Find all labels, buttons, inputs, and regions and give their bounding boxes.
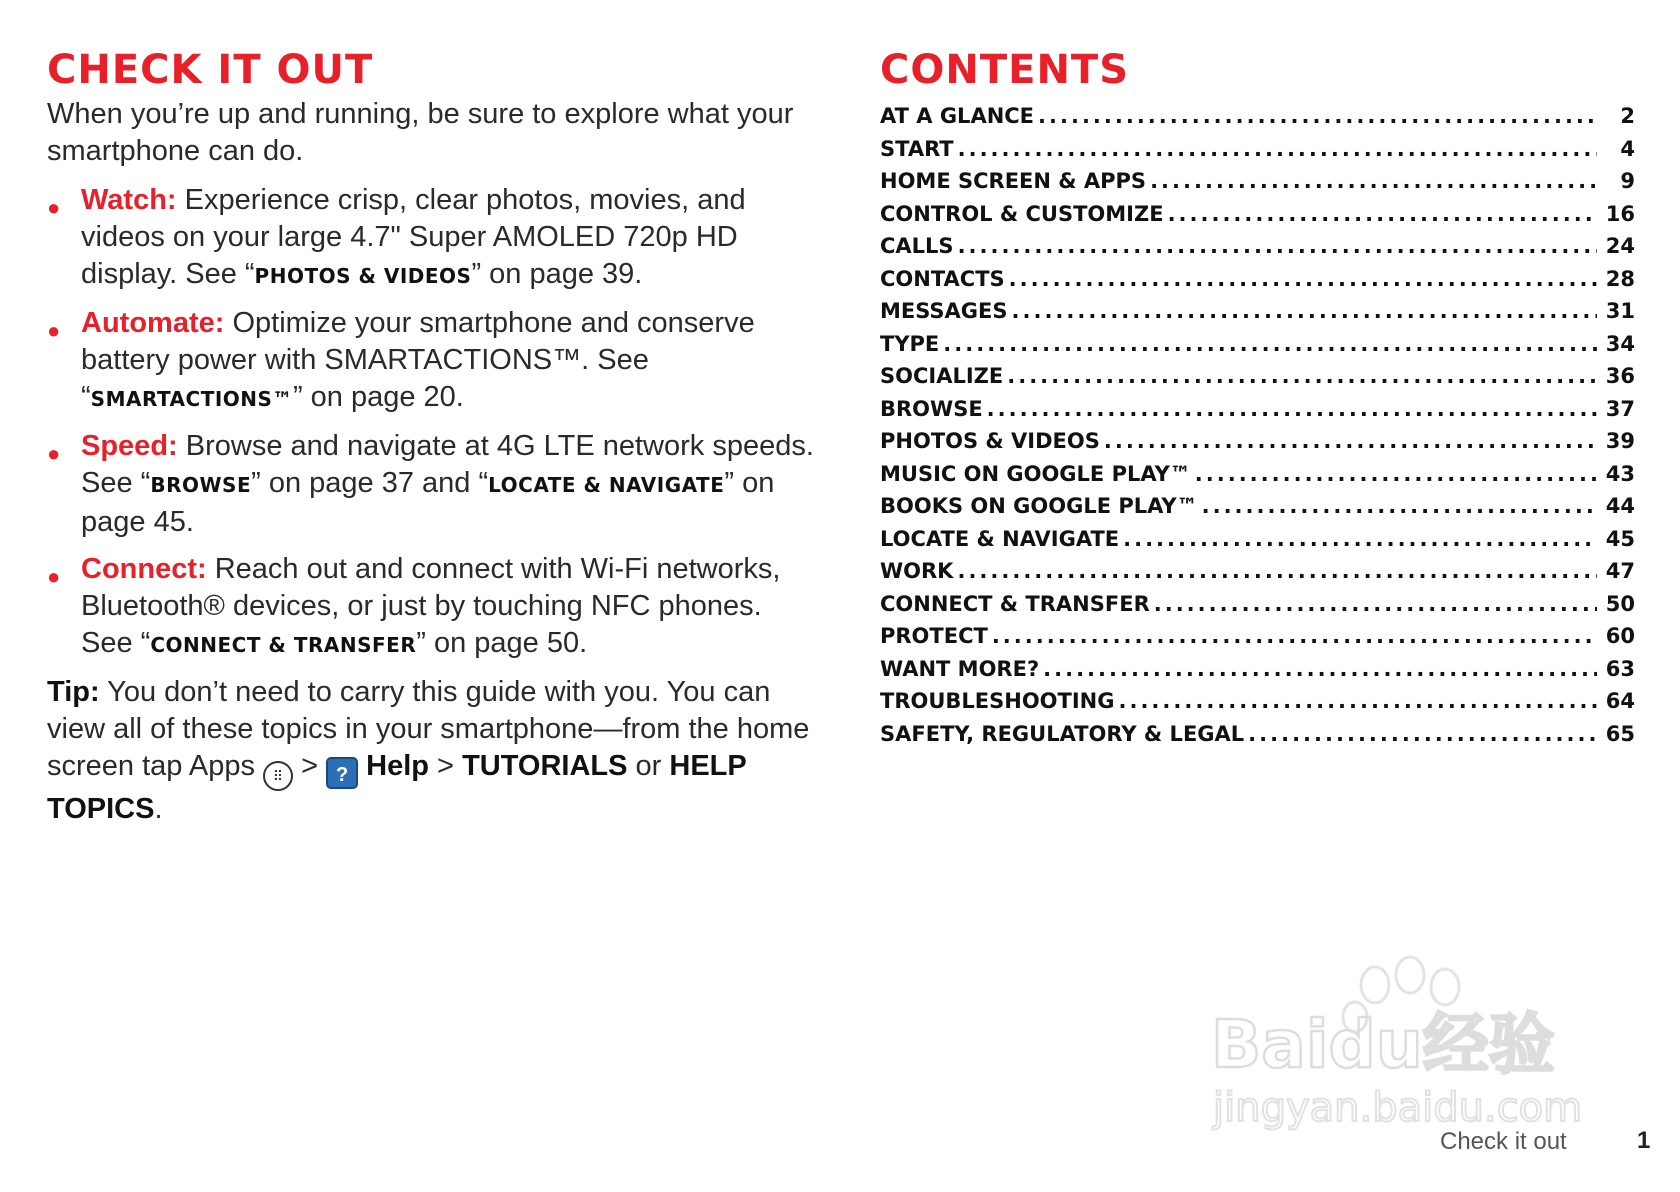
bullet-icon: ● xyxy=(47,318,61,343)
toc-page: 31 xyxy=(1605,299,1635,323)
toc-leader xyxy=(1043,657,1597,681)
toc-title: WORK xyxy=(880,559,954,583)
toc-entry[interactable] xyxy=(880,364,1635,397)
toc-entry[interactable] xyxy=(880,559,1635,592)
bullet-icon: ● xyxy=(47,195,61,220)
page-reference: SMARTACTIONS™ xyxy=(90,387,293,411)
feature-list xyxy=(47,182,817,664)
toc-entry[interactable] xyxy=(880,299,1635,332)
table-of-contents xyxy=(880,104,1635,754)
toc-title: CONTACTS xyxy=(880,266,1005,291)
feature-text: Optimize your smartphone and conserve battery power with SMARTACTIONS™. See “ xyxy=(81,307,755,413)
toc-leader xyxy=(987,397,1597,421)
toc-title: SOCIALIZE xyxy=(880,364,1004,388)
help-topics-label: HELP TOPICS xyxy=(47,750,747,825)
toc-entry[interactable] xyxy=(880,397,1635,430)
toc-page: 37 xyxy=(1605,396,1635,421)
feature-text: ” on page 37 and “ xyxy=(251,467,489,499)
check-it-out-section xyxy=(47,46,817,828)
toc-page: 45 xyxy=(1605,526,1635,551)
feature-text: Reach out and connect with Wi-Fi networks, Bluetooth® devices, or just by touching NFC phones. See “ xyxy=(81,553,781,659)
toc-entry[interactable] xyxy=(880,234,1635,267)
help-question-icon: ? xyxy=(326,757,358,789)
toc-leader xyxy=(1154,592,1597,616)
watermark-url: jingyan.baidu.com xyxy=(1213,1085,1583,1131)
toc-title: START xyxy=(880,136,954,161)
feature-item-watch xyxy=(47,182,817,295)
toc-entry[interactable] xyxy=(880,624,1635,657)
toc-page: 43 xyxy=(1605,461,1635,486)
page-reference: CONNECT & TRANSFER xyxy=(150,633,417,657)
toc-page: 28 xyxy=(1605,266,1635,291)
watermark-brand: Baidu经验 xyxy=(1211,1006,1555,1083)
toc-title: PROTECT xyxy=(880,624,988,648)
toc-leader xyxy=(1104,429,1597,453)
bullet-icon: ● xyxy=(47,564,61,589)
toc-title: MESSAGES xyxy=(880,299,1008,323)
contents-section xyxy=(880,46,1635,754)
intro-text: When you’re up and running, be sure to explore what your smartphone can do. xyxy=(47,98,794,167)
feature-text: ” on page 50. xyxy=(416,627,588,659)
tip-text: You don’t need to carry this guide with you. You can view all of these topics in your smartphone—from the home screen tap Apps xyxy=(47,676,810,782)
toc-leader xyxy=(1007,364,1597,388)
toc-page: 63 xyxy=(1605,656,1635,681)
toc-entry[interactable] xyxy=(880,657,1635,690)
feature-item-connect xyxy=(47,551,817,664)
help-label: Help xyxy=(366,750,429,782)
feature-term: Connect: xyxy=(81,553,207,585)
baidu-jingyan-watermark-icon xyxy=(1205,955,1595,1135)
toc-entry[interactable] xyxy=(880,202,1635,235)
toc-leader xyxy=(1195,462,1597,486)
toc-leader xyxy=(1202,494,1597,518)
toc-title: BROWSE xyxy=(880,396,983,421)
bullet-icon: ● xyxy=(47,441,61,466)
toc-title: HOME SCREEN & APPS xyxy=(880,169,1147,193)
toc-leader xyxy=(1038,104,1597,128)
tutorials-label: TUTORIALS xyxy=(462,750,628,782)
separator: > xyxy=(429,750,463,782)
check-it-out-heading: CHECK IT OUT xyxy=(47,47,374,93)
feature-term: Speed: xyxy=(81,430,178,462)
feature-text: ” on page 20. xyxy=(292,381,464,413)
toc-title: WANT MORE? xyxy=(880,656,1040,681)
toc-entry[interactable] xyxy=(880,267,1635,300)
toc-page: 64 xyxy=(1605,689,1635,713)
page-reference: PHOTOS & VIDEOS xyxy=(254,264,472,288)
toc-title: SAFETY, REGULATORY & LEGAL xyxy=(880,721,1245,746)
toc-entry[interactable] xyxy=(880,429,1635,462)
toc-page: 9 xyxy=(1620,169,1635,193)
toc-page: 34 xyxy=(1605,331,1635,356)
toc-page: 50 xyxy=(1605,591,1635,616)
feature-text: Browse and navigate at 4G LTE network speeds. See “ xyxy=(81,430,814,499)
toc-title: AT A GLANCE xyxy=(880,104,1035,128)
toc-page: 39 xyxy=(1605,429,1635,453)
toc-title: PHOTOS & VIDEOS xyxy=(880,429,1100,453)
toc-entry[interactable] xyxy=(880,689,1635,722)
tip-end: . xyxy=(154,793,163,825)
feature-text: Experience crisp, clear photos, movies, and videos on your large 4.7" Super AMOLED 720p HD display. See “ xyxy=(81,184,746,290)
toc-entry[interactable] xyxy=(880,169,1635,202)
toc-entry[interactable] xyxy=(880,592,1635,625)
feature-item-speed xyxy=(47,428,817,541)
toc-leader xyxy=(1123,527,1597,551)
toc-entry[interactable] xyxy=(880,104,1635,137)
feature-item-automate xyxy=(47,305,817,418)
contents-heading: CONTENTS xyxy=(880,47,1130,93)
tip-paragraph xyxy=(47,674,817,828)
toc-page: 44 xyxy=(1605,494,1635,518)
toc-leader xyxy=(958,137,1597,161)
footer-page-number: 1 xyxy=(1637,1127,1651,1154)
toc-page: 2 xyxy=(1620,104,1635,128)
toc-entry[interactable] xyxy=(880,722,1635,755)
feature-text: ” on page 39. xyxy=(471,258,643,290)
tip-label: Tip: xyxy=(47,676,100,708)
toc-page: 47 xyxy=(1605,559,1635,583)
toc-entry[interactable] xyxy=(880,332,1635,365)
feature-term: Watch: xyxy=(81,184,177,216)
footer-section-label: Check it out xyxy=(1440,1128,1567,1155)
toc-page: 24 xyxy=(1605,234,1635,258)
toc-title: CONNECT & TRANSFER xyxy=(880,591,1150,616)
or-text: or xyxy=(627,750,670,782)
toc-leader xyxy=(943,332,1597,356)
toc-title: LOCATE & NAVIGATE xyxy=(880,526,1120,551)
toc-leader xyxy=(1012,299,1597,323)
toc-page: 60 xyxy=(1605,624,1635,648)
page-reference: BROWSE xyxy=(150,473,252,497)
toc-leader xyxy=(1119,689,1598,713)
toc-title: TYPE xyxy=(880,331,940,356)
separator: > xyxy=(293,750,327,782)
toc-page: 4 xyxy=(1620,136,1635,161)
toc-leader xyxy=(992,624,1597,648)
toc-title: MUSIC ON GOOGLE PLAY™ xyxy=(880,461,1191,486)
feature-text: ” on page 45. xyxy=(81,467,775,538)
toc-leader xyxy=(1009,267,1597,291)
toc-entry[interactable] xyxy=(880,527,1635,560)
toc-title: CONTROL & CUSTOMIZE xyxy=(880,201,1164,226)
toc-title: BOOKS ON GOOGLE PLAY™ xyxy=(880,494,1198,518)
toc-page: 36 xyxy=(1605,364,1635,388)
toc-page: 65 xyxy=(1605,721,1635,746)
toc-leader xyxy=(1248,722,1597,746)
toc-title: TROUBLESHOOTING xyxy=(880,689,1115,713)
feature-term: Automate: xyxy=(81,307,225,339)
toc-entry[interactable] xyxy=(880,462,1635,495)
apps-grid-icon: ⠿ xyxy=(263,761,293,791)
toc-leader xyxy=(1150,169,1597,193)
toc-leader xyxy=(1168,202,1597,226)
toc-page: 16 xyxy=(1605,201,1635,226)
toc-leader xyxy=(957,559,1597,583)
toc-leader xyxy=(958,234,1597,258)
toc-entry[interactable] xyxy=(880,494,1635,527)
page-reference: LOCATE & NAVIGATE xyxy=(488,473,725,497)
toc-title: CALLS xyxy=(880,234,954,258)
toc-entry[interactable] xyxy=(880,137,1635,170)
